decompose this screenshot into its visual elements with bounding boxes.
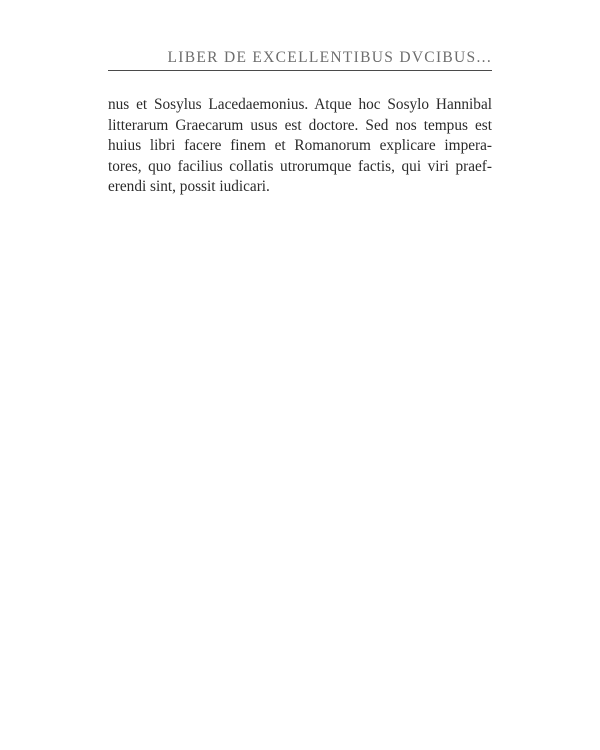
text-line: litterarum Graecarum usus est doctore. Sed nos tempus est	[108, 116, 492, 134]
header-rule	[108, 70, 492, 71]
text-line: tores, quo facilius collatis utrorumque factis, qui viri praef-	[108, 157, 492, 175]
text-line: erendi sint, possit iudicari.	[108, 178, 270, 195]
text-line: nus et Sosylus Lacedaemonius. Atque hoc Sosylo Hannibal	[108, 96, 492, 113]
body-text	[108, 95, 492, 198]
running-head-title: LIBER DE EXCELLENTIBUS DVCIBUS...	[167, 49, 492, 66]
text-line: huius libri facere finem et Romanorum explicare impera-	[108, 137, 492, 154]
